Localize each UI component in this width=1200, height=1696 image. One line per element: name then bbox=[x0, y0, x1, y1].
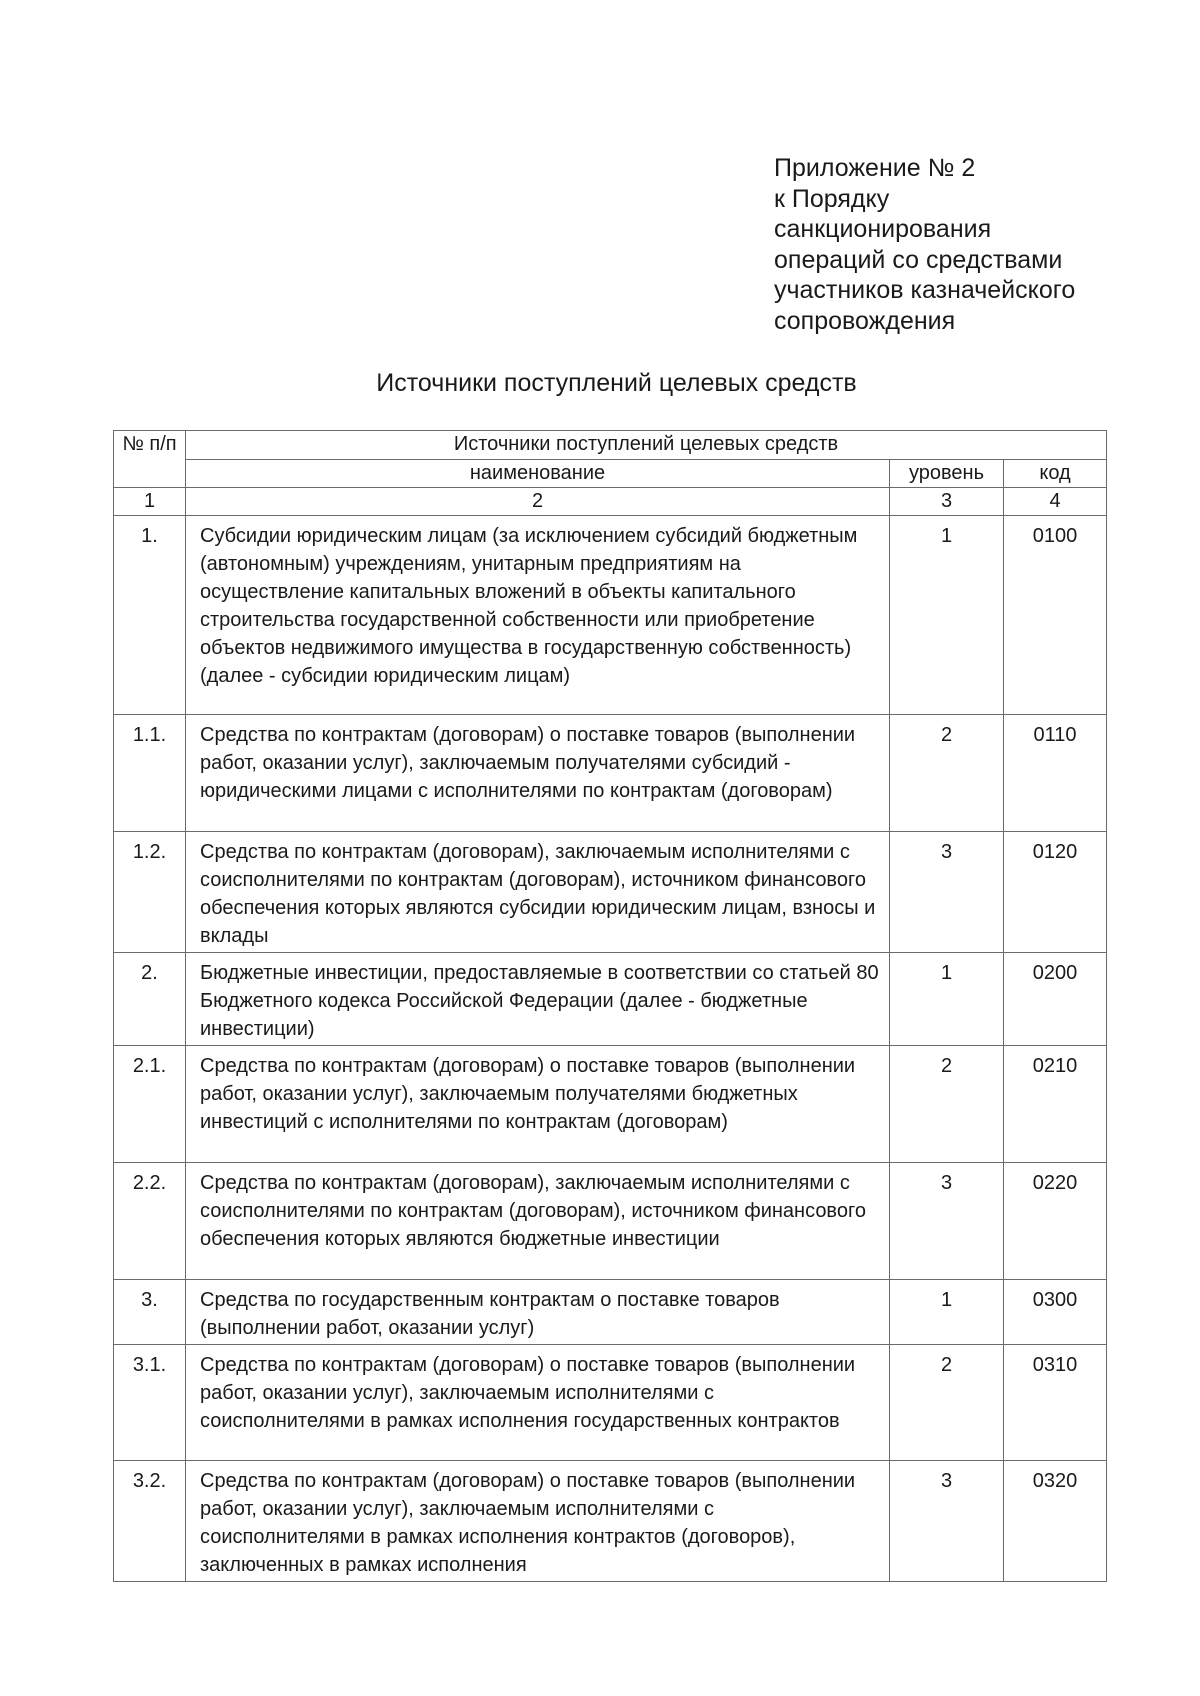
row-code: 0110 bbox=[1004, 715, 1107, 832]
row-num: 1.1. bbox=[114, 715, 186, 832]
row-name: Бюджетные инвестиции, предоставляемые в соответствии со статьей 80 Бюджетного кодекса Российской Федерации (далее - бюджетные инвестиции) bbox=[186, 953, 890, 1046]
row-num: 2.1. bbox=[114, 1046, 186, 1163]
appendix-line: участников казначейского bbox=[774, 276, 1076, 304]
table-row bbox=[114, 1046, 1107, 1163]
sources-table bbox=[113, 430, 1107, 1582]
table-subheader-row bbox=[114, 460, 1107, 488]
appendix-line: к Порядку bbox=[774, 184, 890, 213]
column-number: 3 bbox=[890, 488, 1004, 516]
document-title: Источники поступлений целевых средств bbox=[376, 369, 857, 397]
row-num: 3. bbox=[114, 1280, 186, 1345]
row-num: 1. bbox=[114, 516, 186, 715]
row-level: 3 bbox=[890, 832, 1004, 953]
row-name: Средства по контрактам (договорам) о поставке товаров (выполнении работ, оказании услуг), заключаемым получателями субсидий - юридическими лицами с исполнителями по контрактам (договорам) bbox=[186, 715, 890, 832]
row-num: 1.2. bbox=[114, 832, 186, 953]
row-level: 1 bbox=[890, 953, 1004, 1046]
row-level: 2 bbox=[890, 1046, 1004, 1163]
row-code: 0300 bbox=[1004, 1280, 1107, 1345]
header-code: код bbox=[1004, 460, 1107, 488]
row-num: 3.2. bbox=[114, 1461, 186, 1582]
row-num: 2.2. bbox=[114, 1163, 186, 1280]
row-name: Средства по контрактам (договорам), заключаемым исполнителями с соисполнителями по контрактам (договорам), источником финансового обеспечения которых являются бюджетные инвестиции bbox=[186, 1163, 890, 1280]
row-name: Средства по контрактам (договорам) о поставке товаров (выполнении работ, оказании услуг), заключаемым получателями бюджетных инвестиций с исполнителями по контрактам (договорам) bbox=[186, 1046, 890, 1163]
column-number: 4 bbox=[1004, 488, 1107, 516]
row-code: 0210 bbox=[1004, 1046, 1107, 1163]
header-name: наименование bbox=[186, 460, 890, 488]
table-row bbox=[114, 1461, 1107, 1582]
row-code: 0120 bbox=[1004, 832, 1107, 953]
appendix-line: санкционирования bbox=[774, 215, 992, 243]
appendix-line: операций со средствами bbox=[774, 245, 1063, 274]
row-level: 1 bbox=[890, 1280, 1004, 1345]
row-name: Средства по контрактам (договорам) о поставке товаров (выполнении работ, оказании услуг), заключаемым исполнителями с соисполнителями в рамках исполнения контрактов (договоров), заключенных в рамках исполнения bbox=[186, 1461, 890, 1582]
row-name: Средства по контрактам (договорам), заключаемым исполнителями с соисполнителями по контрактам (договорам), источником финансового обеспечения которых являются субсидии юридическим лицам, взносы и вклады bbox=[186, 832, 890, 953]
appendix-line: сопровождения bbox=[774, 306, 956, 335]
row-level: 1 bbox=[890, 516, 1004, 715]
table-row bbox=[114, 832, 1107, 953]
row-code: 0320 bbox=[1004, 1461, 1107, 1582]
table-row bbox=[114, 715, 1107, 832]
header-group: Источники поступлений целевых средств bbox=[186, 431, 1107, 460]
column-number: 1 bbox=[114, 488, 186, 516]
row-code: 0200 bbox=[1004, 953, 1107, 1046]
header-num: № п/п bbox=[114, 431, 186, 488]
table-row bbox=[114, 516, 1107, 715]
row-level: 3 bbox=[890, 1163, 1004, 1280]
row-name: Субсидии юридическим лицам (за исключением субсидий бюджетным (автономным) учреждениям, унитарным предприятиям на осуществление капитальных вложений в объекты капитального строительства государственной собственности или приобретение объектов недвижимого имущества в государственную собственность) (далее - субсидии юридическим лицам) bbox=[186, 516, 890, 715]
appendix-line: Приложение № 2 bbox=[774, 154, 976, 182]
row-name: Средства по контрактам (договорам) о поставке товаров (выполнении работ, оказании услуг), заключаемым исполнителями с соисполнителями в рамках исполнения государственных контрактов bbox=[186, 1345, 890, 1461]
column-number: 2 bbox=[186, 488, 890, 516]
row-code: 0310 bbox=[1004, 1345, 1107, 1461]
header-level: уровень bbox=[890, 460, 1004, 488]
table-header-row bbox=[114, 431, 1107, 460]
row-name: Средства по государственным контрактам о поставке товаров (выполнении работ, оказании услуг) bbox=[186, 1280, 890, 1345]
row-level: 2 bbox=[890, 1345, 1004, 1461]
row-code: 0220 bbox=[1004, 1163, 1107, 1280]
table-row bbox=[114, 1280, 1107, 1345]
appendix-note bbox=[774, 153, 1075, 336]
table-row bbox=[114, 1345, 1107, 1461]
row-level: 2 bbox=[890, 715, 1004, 832]
table-row bbox=[114, 1163, 1107, 1280]
row-code: 0100 bbox=[1004, 516, 1107, 715]
row-num: 2. bbox=[114, 953, 186, 1046]
column-numbers-row bbox=[114, 488, 1107, 516]
table-row bbox=[114, 953, 1107, 1046]
row-num: 3.1. bbox=[114, 1345, 186, 1461]
row-level: 3 bbox=[890, 1461, 1004, 1582]
